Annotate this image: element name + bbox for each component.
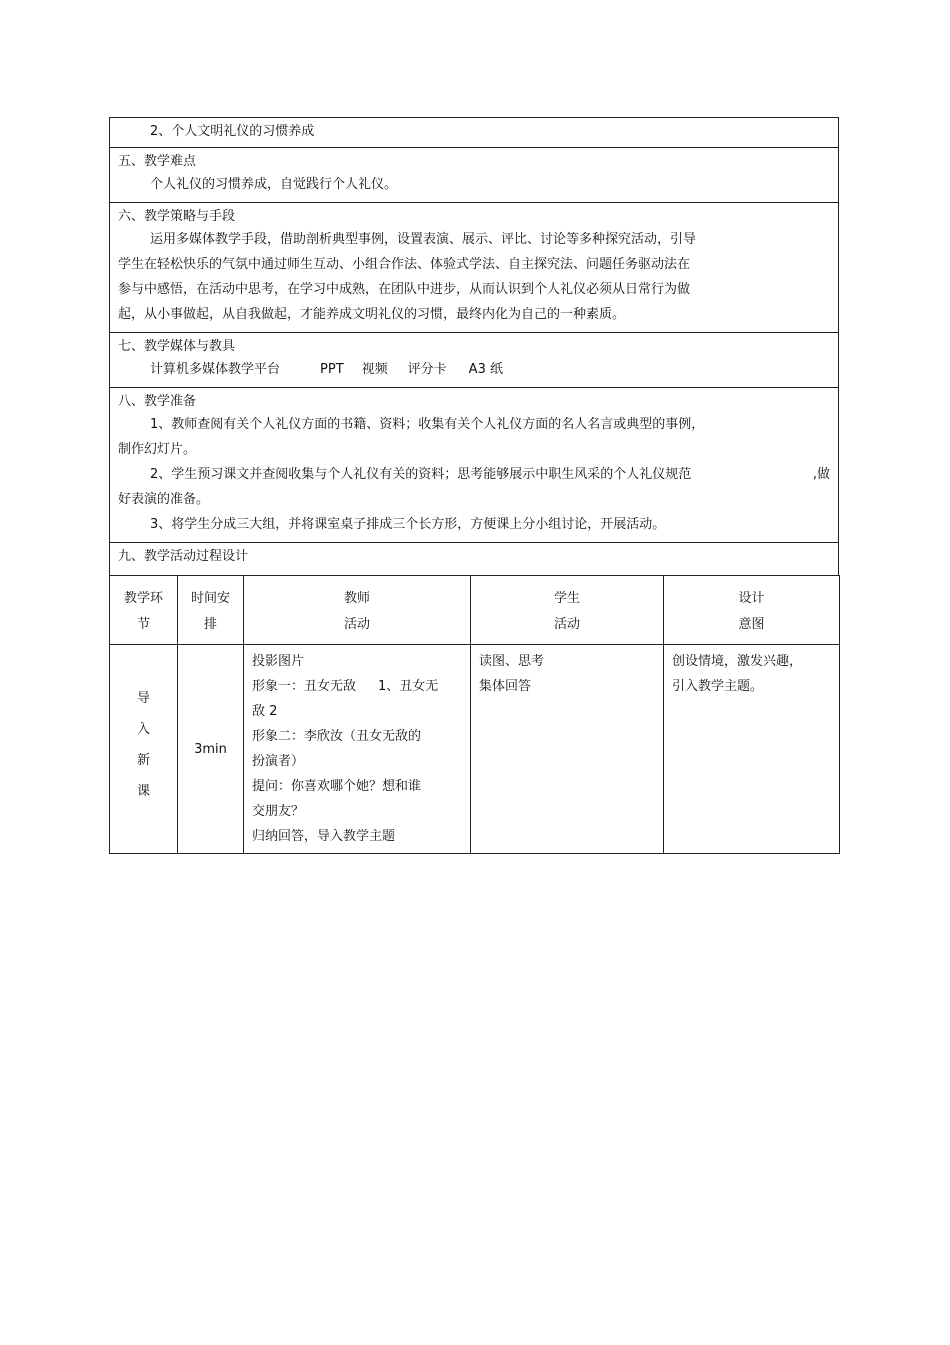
header-cell: 设计 意图 [664,576,840,645]
section-item2 [109,117,839,148]
stage-cell: 导 入 新 课 [110,645,178,854]
header-cell: 学生 活动 [471,576,664,645]
section-8-p2a-tail: ,做 [812,467,830,482]
section-5 [109,148,839,203]
section-6-line: 起，从小事做起，从自我做起，才能养成文明礼仪的习惯，最终内化为自己的一种素质。 [118,307,626,322]
section-6 [109,203,839,333]
media-list [118,357,830,382]
student-activity-cell: 读图、思考 集体回答 [471,645,664,854]
table-row [110,645,840,854]
section-8 [109,388,839,543]
section-8-p2a-text: 2、学生预习课文并查阅收集与个人礼仪有关的资料；思考能够展示中职生风采的个人礼仪规范 [150,467,692,482]
section-8-p1b: 制作幻灯片。 [118,442,197,457]
section-8-p2a [118,462,830,487]
media-item: PPT [320,362,344,377]
section-8-p2b: 好表演的准备。 [118,492,210,507]
section-9 [109,543,839,576]
section-5-title: 五、教学难点 [118,154,197,169]
teacher-activity-cell: 投影图片 形象一：丑女无敌 1、丑女无 敌 2 形象二：李欣汝（丑女无敌的 扮演者） 提问：你喜欢哪个她？想和谁 交朋友？ 归纳回答，导入教学主题 [244,645,471,854]
section-6-line: 运用多媒体教学手段，借助剖析典型事例，设置表演、展示、评比、讨论等多种探究活动，引导 [150,232,697,247]
media-item: A3 纸 [468,362,503,377]
lesson-plan-document [109,117,839,854]
design-intent-cell: 创设情境，激发兴趣， 引入教学主题。 [664,645,840,854]
section-8-p1a: 1、教师查阅有关个人礼仪方面的书籍、资料；收集有关个人礼仪方面的名人名言或典型的事例， [150,417,705,432]
media-item: 评分卡 [407,362,447,377]
section-6-title: 六、教学策略与手段 [118,209,236,224]
header-cell: 教学环 节 [110,576,178,645]
media-item: 视频 [361,362,388,377]
section-7-title: 七、教学媒体与教具 [118,339,236,354]
section-5-body: 个人礼仪的习惯养成，自觉践行个人礼仪。 [150,177,398,192]
table-header-row [110,576,840,645]
time-cell: 3min [178,645,244,854]
section-7 [109,333,839,388]
header-cell: 教师 活动 [244,576,471,645]
media-item: 计算机多媒体教学平台 [150,362,281,377]
section-8-title: 八、教学准备 [118,394,197,409]
item2-text: 2、个人文明礼仪的习惯养成 [150,124,315,139]
section-8-p3: 3、将学生分成三大组，并将课室桌子排成三个长方形，方便课上分小组讨论，开展活动。 [150,517,666,532]
section-6-line: 参与中感悟，在活动中思考，在学习中成熟，在团队中进步，从而认识到个人礼仪必须从日常行为做 [118,282,691,297]
header-cell: 时间安 排 [178,576,244,645]
section-9-title: 九、教学活动过程设计 [118,549,249,564]
process-table [109,575,840,854]
section-6-line: 学生在轻松快乐的气氛中通过师生互动、小组合作法、体验式学法、自主探究法、问题任务驱动法在 [118,257,691,272]
